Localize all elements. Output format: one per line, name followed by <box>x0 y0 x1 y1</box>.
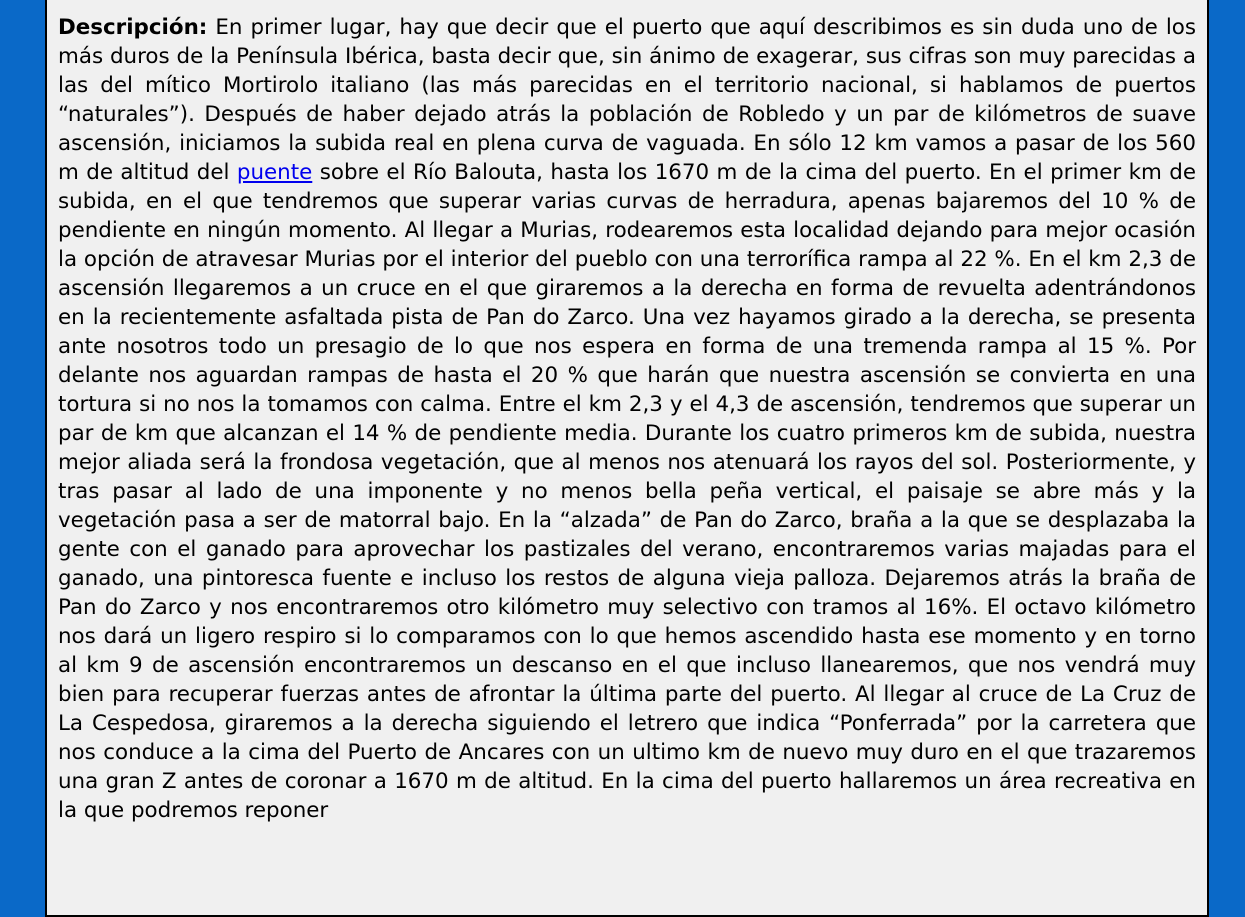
description-panel <box>45 0 1209 917</box>
description-text-before-link: En primer lugar, hay que decir que el puerto que aquí describimos es sin duda uno de los más duros de la Península Ibérica, basta decir que, sin ánimo de exagerar, sus cifras son muy parecidas a las del mítico Mortirolo italiano (las más parecidas en el territorio nacional, si hablamos de puertos “naturales”). Después de haber dejado atrás la población de Robledo y un par de kilómetros de suave ascensión, iniciamos la subida real en plena curva de vaguada. En sólo 12 km vamos a pasar de los 560 m de altitud del <box>58 15 1196 185</box>
puente-link[interactable]: puente <box>236 160 313 185</box>
description-text-after-link: sobre el Río Balouta, hasta los 1670 m de la cima del puerto. En el primer km de subida, en el que tendremos que superar varias curvas de herradura, apenas bajaremos del 10 % de pendiente en ningún momento. Al llegar a Murias, rodearemos esta localidad dejando para mejor ocasión la opción de atravesar Murias por el interior del pueblo con una terrorífica rampa al 22 %. En el km 2,3 de ascensión llegaremos a un cruce en el que giraremos a la derecha en forma de revuelta adentrándonos en la recientemente asfaltada pista de Pan do Zarco. Una vez hayamos girado a la derecha, se presenta ante nosotros todo un presagio de lo que nos espera en forma de una tremenda rampa al 15 %. Por delante nos aguardan rampas de hasta el 20 % que harán que nuestra ascensión se convierta en una tortura si no nos la tomamos con calma. Entre el km 2,3 y el 4,3 de ascensión, tendremos que superar un par de km que alcanzan el 14 % de pendiente media. Durante los cuatro primeros km de subida, nuestra mejor aliada será la frondosa vegetación, que al menos nos atenuará los rayos del sol. Posteriormente, y tras pasar al lado de una imponente y no menos bella peña vertical, el paisaje se abre más y la vegetación pasa a ser de matorral bajo. En la “alzada” de Pan do Zarco, braña a la que se desplazaba la gente con el ganado para aprovechar los pastizales del verano, encontraremos varias majadas para el ganado, una pintoresca fuente e incluso los restos de alguna vieja palloza. Dejaremos atrás la braña de Pan do Zarco y nos encontraremos otro kilómetro muy selectivo con tramos al 16%. El octavo kilómetro nos dará un ligero respiro si lo comparamos con lo que hemos ascendido hasta ese momento y en torno al km 9 de ascensión encontraremos un descanso en el que incluso llanearemos, que nos vendrá muy bien para recuperar fuerzas antes de afrontar la última parte del puerto. Al llegar al cruce de La Cruz de La Cespedosa, giraremos a la derecha siguiendo el letrero que indica “Ponferrada” por la carretera que nos conduce a la cima del Puerto de Ancares con un ultimo km de nuevo muy duro en el que trazaremos una gran Z antes de coronar a 1670 m de altitud. En la cima del puerto hallaremos un área recreativa en la que podremos reponer <box>58 160 1197 823</box>
description-paragraph <box>47 0 1207 825</box>
description-label: Descripción: <box>58 15 208 40</box>
